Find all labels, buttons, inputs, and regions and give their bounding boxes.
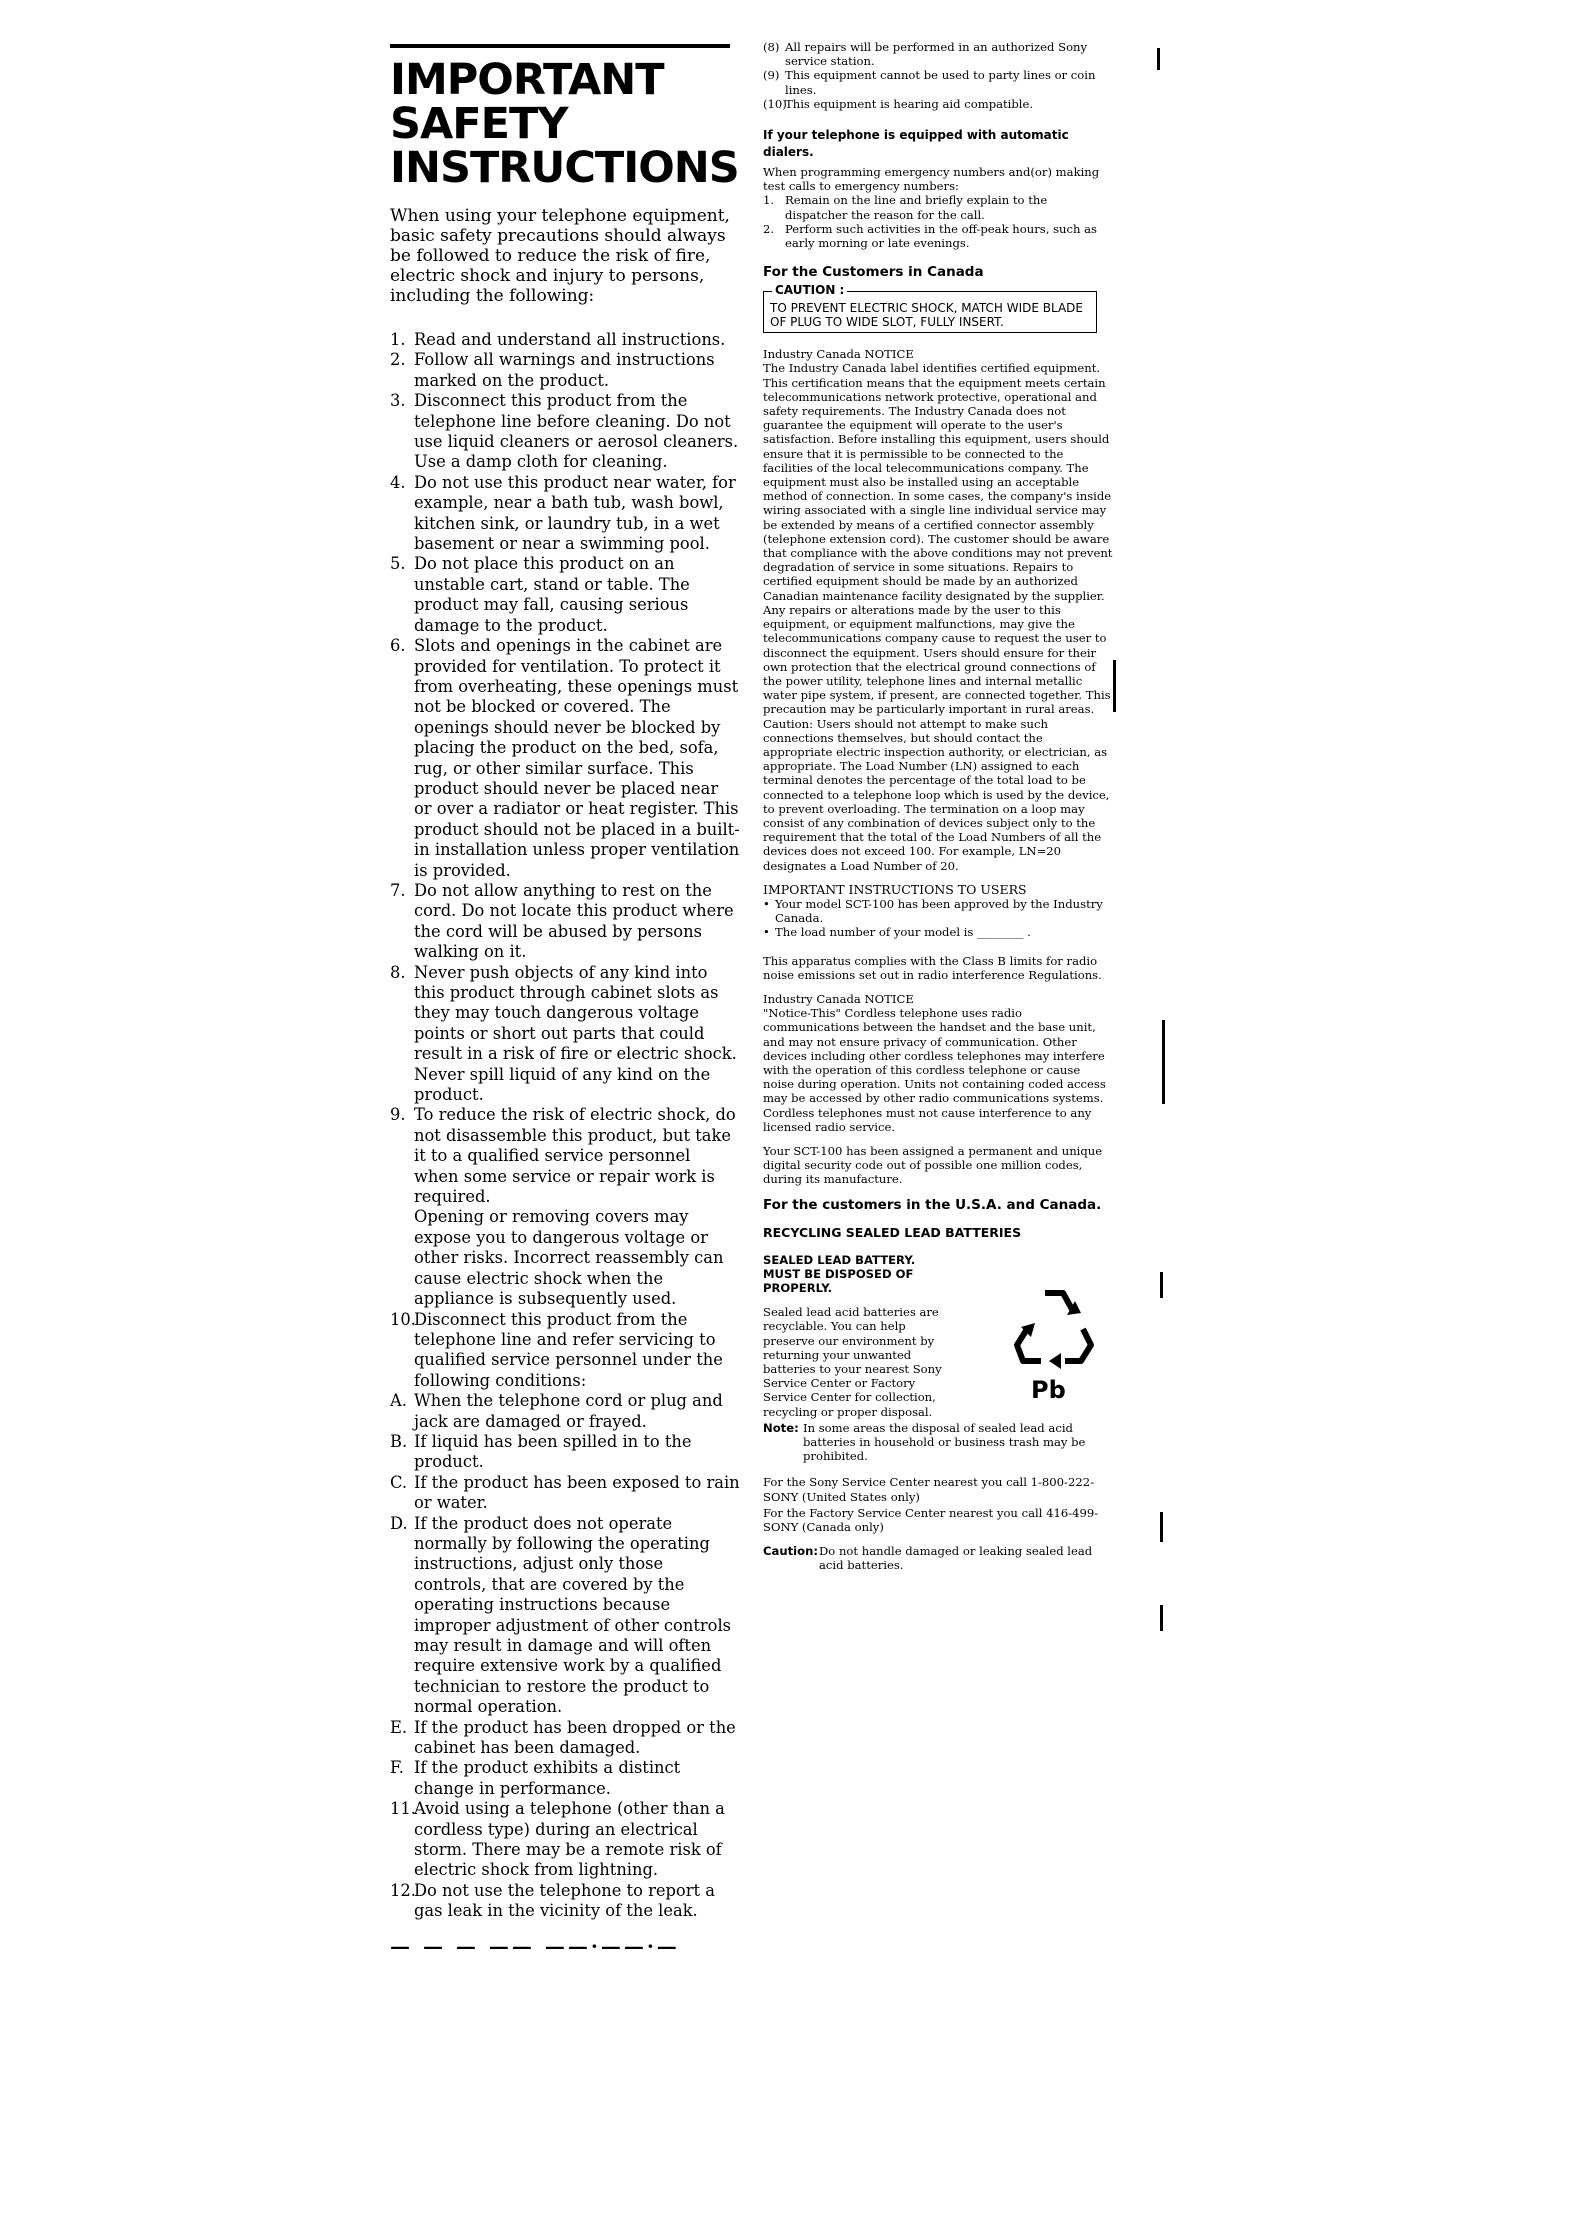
ic-notice-body: The Industry Canada label identifies certified equipment. This certification means that the equipment meets certain telecommunications network protective, operational and safety requirements. The Industry Canada does not guarantee the equipment will operate to the user's satisfaction. Before installing this equipment, users should ensure that it is permissible to be connected to the facilities of the local telecommunications company. The equipment must also be installed using an acceptable method of connection. In some cases, the company's inside wiring associated with a single line individual service may be extended by means of a certified connector assembly (telephone extension cord). The customer should be aware that compliance with the above conditions may not prevent degradation of service in some situations. Repairs to certified equipment should be made by an authorized Canadian maintenance facility designated by the supplier. Any repairs or alterations made by the user to this equipment, or equipment malfunctions, may give the telecommunications company cause to request the user to disconnect the equipment. Users should ensure for their own protection that the electrical ground connections of the power utility, telephone lines and internal metallic water pipe system, if present, are connected together. This precaution may be particularly important in rural areas. Caution: Users should not attempt to make such connections themselves, but should contact the appropriate electric inspection authority, or electrician, as appropriate. The Load Number (LN) assigned to each terminal denotes the percentage of the total load to be connected to a telephone loop which is used by the device, to prevent overloading. The termination on a loop may consist of any combination of devices subject only to the requirement that the total of the Load Numbers of all the devices does not exceed 100. For example, LN=20 designates a Load Number of 20.	[763, 361, 1113, 873]
caution2-label: Caution:	[763, 1544, 818, 1559]
item-number: D.	[390, 1513, 408, 1533]
scan-mark	[1157, 48, 1160, 70]
usa-canada-heading: For the customers in the U.S.A. and Canada.	[763, 1196, 1102, 1213]
safety-item	[390, 1881, 740, 1922]
page-title: IMPORTANT SAFETY INSTRUCTIONS	[390, 55, 739, 193]
sony-center-text: For the Sony Service Center nearest you call 1-800-222-SONY (United States only)	[763, 1475, 1095, 1504]
item-text: Do not allow anything to rest on the cord. Do not locate this product where the cord will be abused by persons walking on it.	[414, 880, 734, 962]
item-number: 4.	[390, 472, 406, 492]
item-text: All repairs will be performed in an authorized Sony service station.	[785, 40, 1088, 69]
item-text: Opening or removing covers may expose you to dangerous voltage or other risks. Incorrect reassembly can cause electric shock when the appliance is subsequently used.	[414, 1207, 724, 1309]
ic-notice2-title: Industry Canada NOTICE	[763, 991, 914, 1006]
scan-mark	[1160, 1272, 1163, 1298]
sealed-warning: SEALED LEAD BATTERY. MUST BE DISPOSED OF PROPERLY.	[763, 1252, 916, 1296]
item-number: 1.	[763, 193, 775, 208]
item-number: 8.	[390, 962, 406, 982]
item-number: B.	[390, 1431, 408, 1451]
item-number: 9.	[390, 1105, 406, 1125]
safety-item	[390, 1105, 740, 1207]
security-code-text: Your SCT-100 has been assigned a permanent and unique digital security code out of possible one million codes, during its manufacture.	[763, 1144, 1103, 1187]
ic-notice-title: Industry Canada NOTICE	[763, 347, 914, 362]
item-number: 3.	[390, 391, 406, 411]
caution2-block	[763, 1544, 1113, 1572]
item-text: Disconnect this product from the telephone line and refer servicing to qualified service personnel under the following conditions:	[414, 1309, 723, 1390]
item-number: (9)	[763, 68, 780, 83]
item-text: If the product exhibits a distinct change in performance.	[414, 1758, 681, 1798]
autodialer-intro: When programming emergency numbers and(or) making test calls to emergency numbers:	[763, 165, 1100, 194]
item-number: 6.	[390, 636, 406, 656]
item-text: Avoid using a telephone (other than a cordless type) during an electrical storm. There may be a remote risk of electric shock from lightning.	[414, 1799, 725, 1880]
item-number: F.	[390, 1758, 404, 1778]
numbered-item	[763, 97, 1113, 111]
item-text: If the product does not operate normally by following the operating instructions, adjust only those controls, that are covered by the operating instructions because improper adjustment of other controls may result in damage and will often require extensive work by a qualified technician to restore the product to normal operation.	[414, 1513, 732, 1717]
users-title: IMPORTANT INSTRUCTIONS TO USERS	[763, 881, 1027, 897]
item-text: Do not use the telephone to report a gas leak in the vicinity of the leak.	[414, 1880, 715, 1921]
scan-mark	[1113, 660, 1116, 712]
class-b-notice: This apparatus complies with the Class B limits for radio noise emissions set out in radio interference Regulations.	[763, 953, 1102, 982]
recycling-symbol-svg	[1009, 1283, 1099, 1373]
item-number: 1.	[390, 330, 406, 349]
right-column	[763, 40, 1113, 1573]
item-text: Never push objects of any kind into this product through cabinet slots as they may touch dangerous voltage points or short out parts that could result in a risk of fire or electric shock. Never spill liquid of any kind on the product.	[414, 962, 737, 1105]
safety-item	[390, 1473, 740, 1514]
dash-rule: — — — —— ——·——·—	[390, 1933, 680, 1958]
safety-item	[390, 1758, 740, 1799]
item-text: This equipment is hearing aid compatible.	[785, 96, 1034, 111]
scan-mark	[1160, 1512, 1163, 1542]
caution2-text: Do not handle damaged or leaking sealed lead acid batteries.	[819, 1544, 1093, 1573]
safety-item	[390, 963, 740, 1106]
safety-item	[390, 350, 740, 391]
item-number: 2.	[763, 221, 775, 236]
item-text: If the product has been dropped or the cabinet has been damaged.	[414, 1717, 736, 1758]
item-number: E.	[390, 1717, 408, 1737]
note-label: Note:	[763, 1420, 799, 1435]
item-number: 2.	[390, 350, 406, 370]
safety-item	[390, 391, 740, 473]
item-text: Read and understand all instructions.	[414, 330, 726, 349]
item-text: Perform such activities in the off-peak hours, such as early morning or late evenings.	[785, 221, 1097, 251]
item-text: If liquid has been spilled in to the product.	[414, 1431, 692, 1472]
caution-text: TO PREVENT ELECTRIC SHOCK, MATCH WIDE BLADE OF PLUG TO WIDE SLOT, FULLY INSERT.	[770, 301, 1083, 330]
safety-item	[390, 473, 740, 555]
item-number: C.	[390, 1472, 408, 1492]
item-text: Follow all warnings and instructions marked on the product.	[414, 350, 715, 390]
intro-paragraph: When using your telephone equipment, basic safety precautions should always be followed to reduce the risk of fire, electric shock and injury to persons, including the following:	[390, 206, 730, 306]
autodialer-heading: If your telephone is equipped with automatic dialers.	[763, 128, 1069, 160]
safety-list	[390, 330, 740, 1922]
item-text: This equipment cannot be used to party lines or coin lines.	[785, 68, 1096, 97]
safety-item	[390, 1718, 740, 1759]
item-number: 5.	[390, 554, 406, 574]
scan-mark	[1160, 1605, 1163, 1631]
factory-center-text: For the Factory Service Center nearest you call 416-499-SONY (Canada only)	[763, 1505, 1099, 1535]
pb-label: Pb	[1031, 1375, 1066, 1404]
item-number: (10)	[763, 96, 787, 111]
item-number: 10.	[390, 1309, 416, 1329]
safety-item	[390, 1207, 740, 1309]
safety-item	[390, 554, 740, 636]
note-text: In some areas the disposal of sealed lead acid batteries in household or business trash may be prohibited.	[803, 1420, 1086, 1464]
item-number: (8)	[763, 40, 780, 54]
numbered-item	[763, 193, 1113, 221]
item-number: 7.	[390, 880, 406, 900]
safety-item	[390, 1432, 740, 1473]
numbered-item	[763, 68, 1113, 96]
note-block	[763, 1421, 1113, 1464]
users-bullet-2: • The load number of your model is ________ .	[763, 925, 1113, 939]
item-number: 11.	[390, 1799, 416, 1819]
canada-heading: For the Customers in Canada	[763, 264, 984, 281]
item-text: Slots and openings in the cabinet are provided for ventilation. To protect it from overheating, these openings must not be blocked or covered. The openings should never be blocked by placing the product on the bed, sofa, rug, or other similar surface. This product should never be placed near or over a radiator or heat register. This product should not be placed in a built-in installation unless proper ventilation is provided.	[414, 636, 740, 880]
numbered-item	[763, 222, 1113, 250]
item-number: 12.	[390, 1880, 416, 1900]
safety-item	[390, 1799, 740, 1881]
top-rule	[390, 44, 730, 48]
item-text: Disconnect this product from the telephone line before cleaning. Do not use liquid cleaners or aerosol cleaners. Use a damp cloth for cleaning.	[414, 391, 739, 472]
recycling-heading: RECYCLING SEALED LEAD BATTERIES	[763, 1224, 1022, 1240]
item-text: If the product has been exposed to rain or water.	[414, 1472, 740, 1513]
recycle-section	[763, 1253, 1113, 1464]
safety-item	[390, 1310, 740, 1392]
caution-box	[763, 283, 1097, 333]
users-bullet-1: • Your model SCT-100 has been approved by the Industry Canada.	[763, 897, 1113, 925]
ic-notice2-body: "Notice-This" Cordless telephone uses radio communications between the handset and the base unit, and may not ensure privacy of communication. Other devices including other cordless telephones may interfere with the operation of this cordless telephone or cause noise during operation. Units not containing coded access may be accessed by other radio communications systems. Cordless telephones must not cause interference to any licensed radio service.	[763, 1006, 1106, 1134]
safety-item	[390, 1391, 740, 1432]
safety-item	[390, 881, 740, 963]
autodialer-list	[763, 193, 1113, 250]
item-text: Do not place this product on an unstable cart, stand or table. The product may fall, causing serious damage to the product.	[414, 554, 690, 635]
item-text: When the telephone cord or plug and jack are damaged or frayed.	[414, 1391, 723, 1431]
item-number: A.	[390, 1391, 407, 1411]
safety-item	[390, 1514, 740, 1718]
item-text: To reduce the risk of electric shock, do not disassemble this product, but take it to a qualified service personnel when some service or repair work is required.	[414, 1105, 736, 1207]
scan-mark	[1162, 1020, 1165, 1104]
safety-item	[390, 330, 740, 350]
recycling-arrows-icon	[1009, 1283, 1099, 1423]
item-text: Remain on the line and briefly explain to the dispatcher the reason for the call.	[785, 193, 1048, 222]
numbered-item	[763, 40, 1113, 68]
recycle-body: Sealed lead acid batteries are recyclable. You can help preserve our environment by returning your unwanted batteries to your nearest Sony Service Center or Factory Service Center for collection, recycling or proper disposal.	[763, 1305, 942, 1419]
right-numbered-list	[763, 40, 1113, 111]
left-column	[390, 44, 740, 1958]
safety-item	[390, 636, 740, 881]
item-text: Do not use this product near water, for example, near a bath tub, wash bowl, kitchen sink, or laundry tub, in a wet basement or near a swimming pool.	[414, 472, 736, 554]
caution-label: CAUTION :	[772, 283, 847, 297]
